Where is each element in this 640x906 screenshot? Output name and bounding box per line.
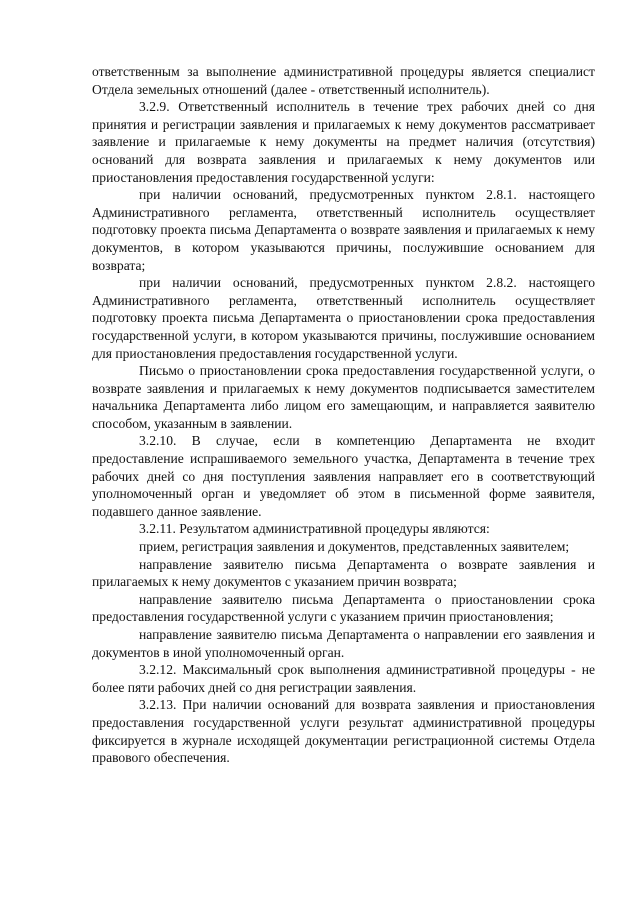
paragraph-basis-2-8-1: при наличии оснований, предусмотренных пунктом 2.8.1. настоящего Административного регламента, ответственный исполнитель осуществляет подготовку проекта письма Департамента о возврате заявления и прилагаемых к нему документов, в котором указываются причины, послужившие основанием для возврата; xyxy=(92,187,595,273)
paragraph-3-2-13: 3.2.13. При наличии оснований для возврата заявления и приостановления предоставления государственной услуги результат административной процедуры фиксируется в журнале исходящей документации регистрационной системы Отдела правового обеспечения. xyxy=(92,697,595,766)
paragraph-3-2-10: 3.2.10. В случае, если в компетенцию Департамента не входит предоставление испрашиваемого земельного участка, Департамента в течение трех рабочих дней со дня поступления заявления направляет его в соответствующий уполномоченный орган и уведомляет об этом в письменной форме заявителя, подавшего данное заявление. xyxy=(92,433,595,519)
list-item-reception: прием, регистрация заявления и документов, представленных заявителем; xyxy=(139,539,570,555)
list-item-return-letter: направление заявителю письма Департамента о возврате заявления и прилагаемых к нему документов с указанием причин возврата; xyxy=(92,556,595,590)
paragraph-3-2-12: 3.2.12. Максимальный срок выполнения административной процедуры - не более пяти рабочих дней со дня регистрации заявления. xyxy=(92,662,595,695)
paragraph-basis-2-8-2: при наличии оснований, предусмотренных пунктом 2.8.2. настоящего Административного регламента, ответственный исполнитель осуществляет подготовку проекта письма Департамента о приостановлении срока предоставления государственной услуги, в котором указываются причины, послужившие основанием для приостановления предоставления государственной услуги. xyxy=(92,275,595,361)
paragraph-3-2-9: 3.2.9. Ответственный исполнитель в течение трех рабочих дней со дня принятия и регистрации заявления и прилагаемых к нему документов рассматривает заявление и прилагаемые к нему документы на предмет наличия (отсутствия) оснований для возврата заявления и прилагаемых к нему документов или приостановления предоставления государственной услуги: xyxy=(92,99,595,185)
paragraph-continuation: ответственным за выполнение административной процедуры является специалист Отдела земельных отношений (далее - ответственный исполнитель). xyxy=(92,64,595,97)
list-item-suspension-letter: направление заявителю письма Департамента о приостановлении срока предоставления государственной услуги с указанием причин приостановления; xyxy=(92,591,595,625)
paragraph-letter-signing: Письмо о приостановлении срока предоставления государственной услуги, о возврате заявления и прилагаемых к нему документов подписывается заместителем начальника Департамента либо лицом его замещающим, и направляется заявителю способом, указанным в заявлении. xyxy=(92,363,595,431)
list-item-redirect-letter: направление заявителю письма Департамента о направлении его заявления и документов в иной уполномоченный орган. xyxy=(92,627,595,660)
paragraph-3-2-11: 3.2.11. Результатом административной процедуры являются: xyxy=(139,521,490,537)
document-page xyxy=(92,63,595,767)
